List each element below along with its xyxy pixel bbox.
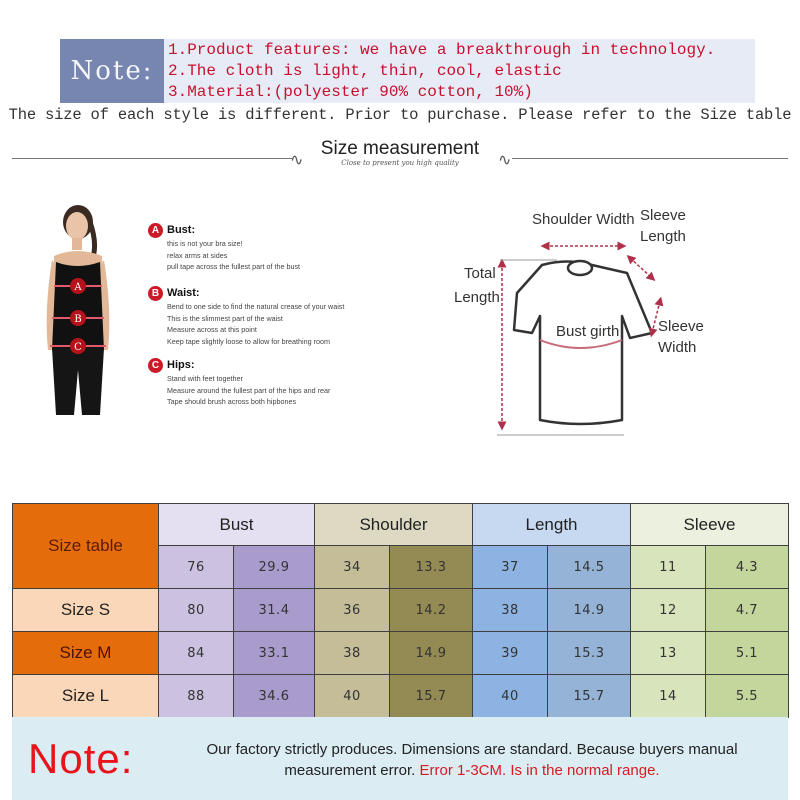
guide-title: Waist: — [167, 287, 200, 299]
guide-line: this is not your bra size! — [167, 239, 243, 248]
badge-c-icon: C — [148, 358, 163, 373]
guide-line: relax arms at sides — [167, 250, 228, 260]
section-title: Size measurement — [320, 138, 480, 159]
size-table-corner: Size table — [13, 504, 159, 589]
badge-a-icon: A — [148, 223, 163, 238]
svg-text:B: B — [74, 314, 82, 325]
size-table — [12, 503, 789, 718]
guide-waist — [148, 285, 378, 347]
guide-line: Keep tape slightly loose to allow for breathing room — [167, 336, 331, 346]
svg-text:C: C — [74, 342, 82, 353]
header-length: Length — [473, 504, 631, 546]
table-row: Size L 88 34.6 40 15.7 40 15.7 14 5.5 — [13, 675, 789, 718]
bottom-note — [12, 717, 788, 800]
label-bust-girth: Bust girth — [556, 323, 620, 340]
model-silhouette-icon — [30, 200, 130, 415]
table-row: 76 29.9 34 13.3 37 14.5 11 4.3 — [13, 546, 789, 589]
svg-text:A: A — [74, 282, 82, 293]
label-total-length: Total — [464, 265, 496, 282]
svg-text:Length: Length — [454, 289, 500, 306]
row-label-size-m: Size M — [13, 632, 159, 675]
guide-line: This is the slimmest part of the waist — [167, 313, 283, 323]
row-label-size-s: Size S — [13, 589, 159, 632]
row-label-size-l: Size L — [13, 675, 159, 718]
tshirt-diagram — [452, 198, 712, 443]
guide-line: pull tape across the fullest part of the bust — [167, 262, 301, 271]
svg-text:Length: Length — [640, 228, 686, 245]
top-note-lines — [164, 39, 755, 103]
header-bust: Bust — [159, 504, 315, 546]
label-shoulder-width: Shoulder Width — [532, 211, 635, 228]
flourish-icon: ∿ — [290, 150, 304, 169]
guide-line: Bend to one side to find the natural crease of your waist — [167, 302, 345, 311]
guide-line: Measure around the fullest part of the hips and rear — [167, 385, 331, 395]
top-note-line: 3.Material:(polyester 90% cotton, 10%) — [168, 82, 533, 101]
top-note-line: 2.The cloth is light, thin, cool, elastic — [168, 61, 562, 80]
table-row: Size S 80 31.4 36 14.2 38 14.9 12 4.7 — [13, 589, 789, 632]
size-measurement-heading — [0, 136, 800, 176]
guide-line: Measure across at this point — [167, 325, 257, 334]
flourish-icon: ∿ — [498, 150, 512, 169]
section-subtitle: Close to present you high quality — [341, 159, 459, 167]
bottom-note-black-text: Our factory strictly produces. Dimensions are standard. Because buyers manual measurement error. — [206, 741, 738, 779]
model-figure — [30, 200, 130, 415]
label-sleeve-length: Sleeve — [640, 207, 686, 224]
bottom-note-red-text: Error 1-3CM. Is in the normal range. — [419, 762, 660, 779]
guide-hips — [148, 357, 378, 408]
guide-bust — [148, 222, 378, 273]
top-note-line: 1.Product features: we have a breakthrough in technology. — [168, 40, 716, 59]
table-row: Size M 84 33.1 38 14.9 39 15.3 13 5.1 — [13, 632, 789, 675]
guide-line: Stand with feet together — [167, 374, 243, 383]
size-notice: The size of each style is different. Prior to purchase. Please refer to the Size table — [8, 106, 792, 124]
top-note-banner — [60, 39, 755, 103]
guide-title: Bust: — [167, 224, 196, 236]
guide-line: Tape should brush across both hipbones — [167, 397, 297, 406]
header-sleeve: Sleeve — [631, 504, 789, 546]
bottom-note-text — [162, 739, 782, 781]
badge-b-icon: B — [148, 286, 163, 301]
svg-text:Width: Width — [658, 339, 697, 356]
tshirt-outline-icon — [452, 198, 712, 443]
top-note-label: Note: — [60, 39, 164, 103]
header-shoulder: Shoulder — [315, 504, 473, 546]
guide-title: Hips: — [167, 359, 195, 371]
bottom-note-label: Note: — [28, 735, 134, 782]
label-sleeve-width: Sleeve — [658, 318, 704, 335]
divider-right — [512, 158, 788, 159]
